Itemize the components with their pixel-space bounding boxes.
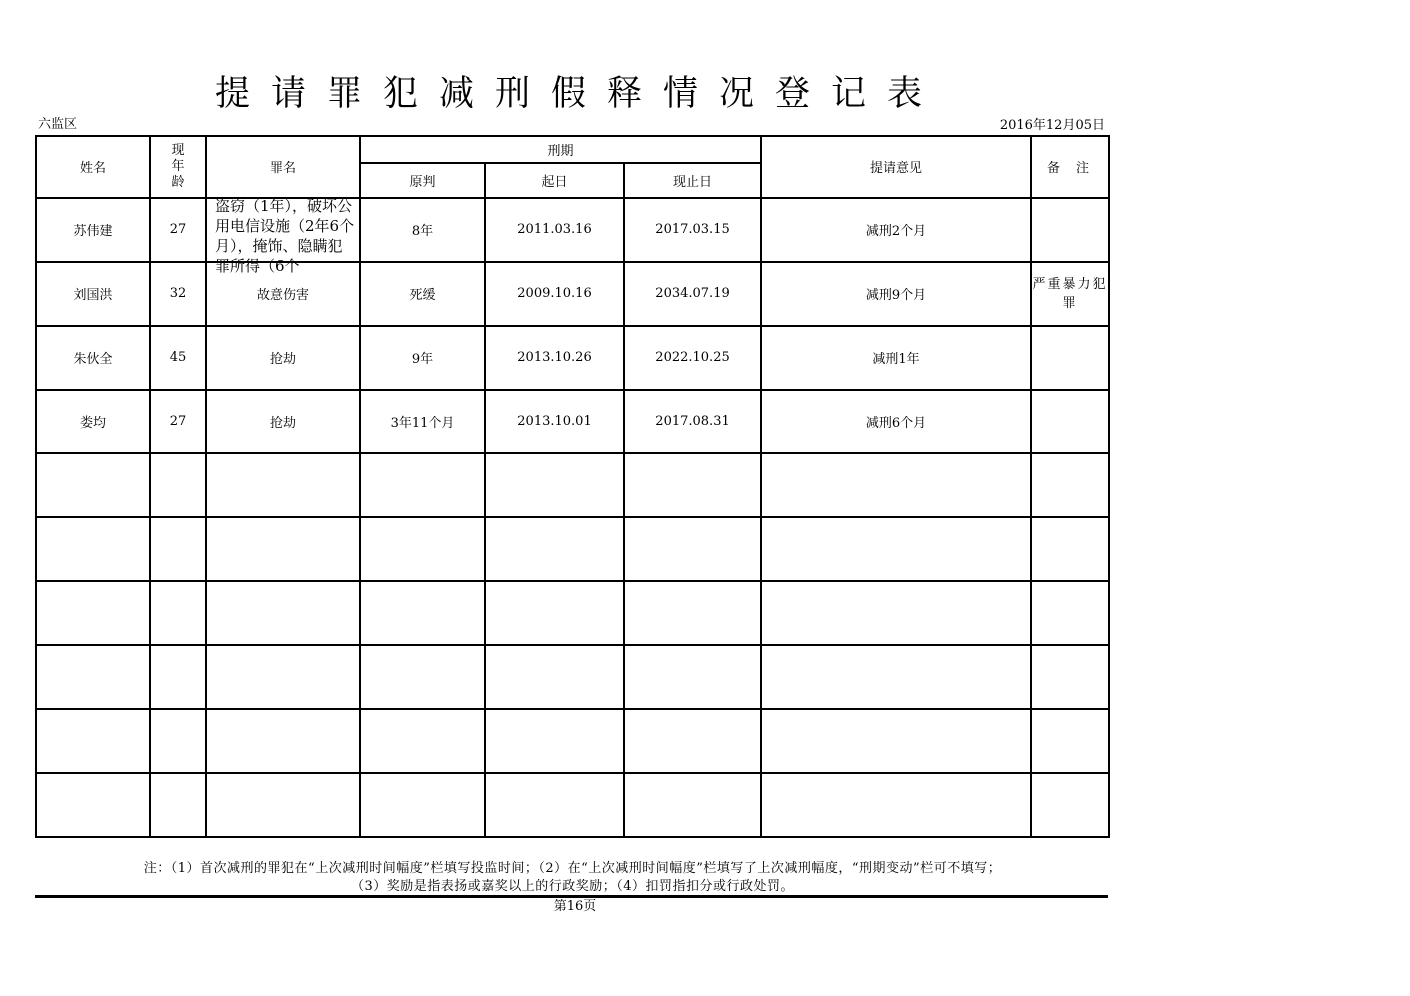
- cell-name: 朱伙全: [36, 326, 150, 390]
- header-original: 原判: [360, 163, 485, 198]
- table-row: [36, 198, 1109, 262]
- cell-remark: [1031, 390, 1109, 454]
- cell-age: 45: [150, 326, 206, 390]
- empty-row: [36, 517, 1109, 581]
- cell-remark: [1031, 198, 1109, 262]
- cell-name: 刘国洪: [36, 262, 150, 326]
- cell-opinion: 减刑2个月: [761, 198, 1031, 262]
- cell-age: 27: [150, 390, 206, 454]
- cell-original: 9年: [360, 326, 485, 390]
- register-table: [35, 135, 1110, 838]
- cell-start: 2011.03.16: [485, 198, 624, 262]
- cell-start: 2009.10.16: [485, 262, 624, 326]
- form-title: 提请罪犯减刑假释情况登记表: [215, 74, 944, 114]
- table-row: [36, 262, 1109, 326]
- header-end: 现止日: [624, 163, 761, 198]
- table-row: [36, 390, 1109, 454]
- form-date: 2016年12月05日: [999, 118, 1105, 133]
- unit-label: 六监区: [38, 117, 78, 132]
- cell-end: 2034.07.19: [624, 262, 761, 326]
- cell-end: 2022.10.25: [624, 326, 761, 390]
- empty-row: [36, 773, 1109, 837]
- cell-end: 2017.03.15: [624, 198, 761, 262]
- cell-name: 娄均: [36, 390, 150, 454]
- cell-age: 32: [150, 262, 206, 326]
- cell-original: 3年11个月: [360, 390, 485, 454]
- empty-row: [36, 581, 1109, 645]
- header-crime: 罪名: [206, 136, 360, 198]
- cell-remark: [1031, 326, 1109, 390]
- cell-name: 苏伟建: [36, 198, 150, 262]
- cell-opinion: 减刑1年: [761, 326, 1031, 390]
- cell-remark: 严重暴力犯罪: [1031, 262, 1109, 326]
- cell-age: 27: [150, 198, 206, 262]
- cell-opinion: 减刑6个月: [761, 390, 1031, 454]
- cell-start: 2013.10.01: [485, 390, 624, 454]
- header-age: 现 年 龄: [150, 136, 206, 198]
- footnote-line-1: 注：（1）首次减刑的罪犯在“上次减刑时间幅度”栏填写投监时间；（2）在“上次减刑时间幅度”栏填写了上次减刑幅度，“刑期变动”栏可不填写；: [143, 861, 1002, 876]
- table-row: [36, 326, 1109, 390]
- empty-row: [36, 645, 1109, 709]
- cell-crime: 盗窃（1年），破坏公用电信设施（2年6个月），掩饰、隐瞒犯罪所得（6个: [206, 198, 360, 262]
- empty-row: [36, 453, 1109, 517]
- header-term: 刑期: [360, 136, 761, 163]
- footnote-line-2: （3）奖励是指表扬或嘉奖以上的行政奖励；（4）扣罚指扣分或行政处罚。: [350, 879, 795, 894]
- page-number: 第16页: [553, 899, 597, 914]
- header-opinion: 提请意见: [761, 136, 1031, 198]
- cell-crime: 抢劫: [206, 326, 360, 390]
- cell-original: 死缓: [360, 262, 485, 326]
- cell-end: 2017.08.31: [624, 390, 761, 454]
- header-start: 起日: [485, 163, 624, 198]
- header-remark: 备注: [1031, 136, 1109, 198]
- footnotes: [40, 860, 1105, 896]
- cell-original: 8年: [360, 198, 485, 262]
- cell-opinion: 减刑9个月: [761, 262, 1031, 326]
- header-name: 姓名: [36, 136, 150, 198]
- empty-row: [36, 709, 1109, 773]
- cell-start: 2013.10.26: [485, 326, 624, 390]
- cell-crime: 故意伤害: [206, 262, 360, 326]
- cell-crime: 抢劫: [206, 390, 360, 454]
